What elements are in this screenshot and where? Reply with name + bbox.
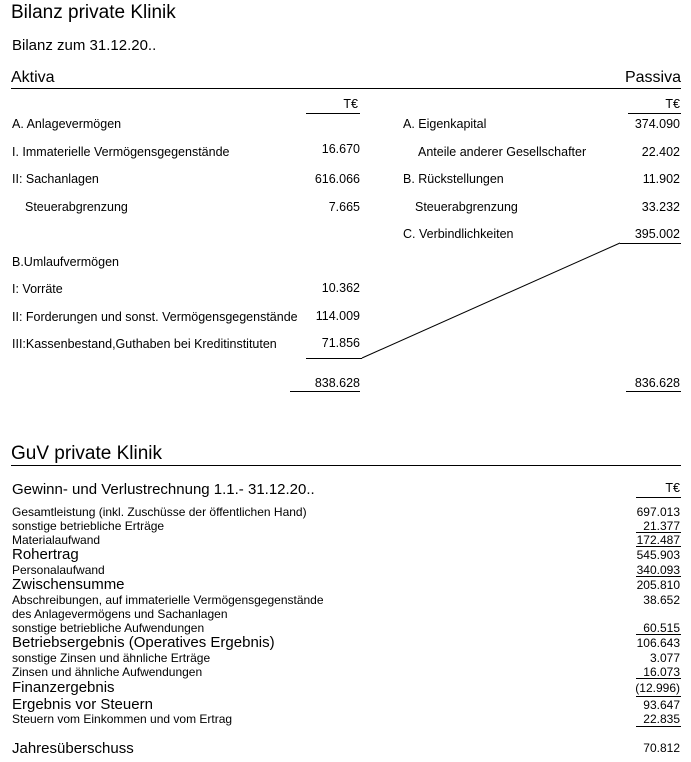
guv-label-13: Ergebnis vor Steuern xyxy=(12,696,153,713)
passiva-value-4: 395.002 xyxy=(634,227,680,241)
passiva-label-1: Anteile anderer Gesellschafter xyxy=(418,145,587,159)
aktiva-value-1: 16.670 xyxy=(321,142,360,156)
guv-label-12: Finanzergebnis xyxy=(12,679,115,696)
guv-label-9: Betriebsergebnis (Operatives Ergebnis) xyxy=(12,634,275,651)
guv-value-9: 106.643 xyxy=(636,636,680,650)
guv-label-6: Abschreibungen, auf immaterielle Vermögensgegenstände xyxy=(12,593,324,607)
guv-value-5: 205.810 xyxy=(636,578,680,592)
guv-value-15: 70.812 xyxy=(643,741,680,755)
guv-label-2: Materialaufwand xyxy=(12,533,101,547)
aktiva-label-0: A. Anlagevermögen xyxy=(12,117,122,131)
passiva-label-4: C. Verbindlichkeiten xyxy=(403,227,514,241)
aktiva-label-4: B.Umlaufvermögen xyxy=(12,255,119,269)
guv-currency-rule xyxy=(636,497,681,498)
aktiva-currency: T€ xyxy=(343,97,358,111)
guv-value-13: 93.647 xyxy=(643,698,680,712)
aktiva-label-1: I. Immaterielle Vermögensgegenstände xyxy=(12,145,230,159)
passiva-value-1: 22.402 xyxy=(641,145,680,159)
aktiva-value-2: 616.066 xyxy=(314,172,360,186)
passiva-value-2: 11.902 xyxy=(642,172,680,186)
aktiva-label-7: III:Kassenbestand,Guthaben bei Kreditinstituten xyxy=(12,337,277,351)
passiva-value-3: 33.232 xyxy=(641,200,680,214)
guv-subtitle: Gewinn- und Verlustrechnung 1.1.- 31.12.20.. xyxy=(12,481,315,498)
passiva-label-2: B. Rückstellungen xyxy=(403,172,504,186)
guv-label-14: Steuern vom Einkommen und vom Ertrag xyxy=(12,712,233,726)
guv-label-15: Jahresüberschuss xyxy=(12,740,134,757)
bilanz-title: Bilanz private Klinik xyxy=(11,2,176,23)
aktiva-label-6: II: Forderungen und sonst. Vermögensgegenstände xyxy=(12,310,298,324)
guv-rule-2 xyxy=(636,546,681,547)
aktiva-value-7: 71.856 xyxy=(321,336,360,350)
guv-label-5: Zwischensumme xyxy=(12,576,125,593)
guv-value-14: 22.835 xyxy=(643,712,680,726)
guv-label-4: Personalaufwand xyxy=(12,563,105,577)
passiva-currency: T€ xyxy=(665,97,680,111)
aktiva-label-5: I: Vorräte xyxy=(12,282,63,296)
aktiva-total: 838.628 xyxy=(314,376,360,390)
guv-value-11: 16.073 xyxy=(643,665,680,679)
aktiva-value-5: 10.362 xyxy=(321,281,360,295)
guv-value-4: 340.093 xyxy=(636,563,680,577)
aktiva-label-2: II: Sachanlagen xyxy=(12,172,99,186)
guv-rule-11 xyxy=(636,678,681,679)
aktiva-total-rule xyxy=(290,391,360,392)
bilanz-subtitle: Bilanz zum 31.12.20.. xyxy=(12,37,157,54)
guv-value-1: 21.377 xyxy=(643,519,680,533)
guv-rule-4 xyxy=(636,576,681,577)
guv-label-11: Zinsen und ähnliche Aufwendungen xyxy=(12,665,203,679)
guv-label-10: sonstige Zinsen und ähnliche Erträge xyxy=(12,651,211,665)
guv-value-6: 38.652 xyxy=(643,593,680,607)
passiva-total-rule xyxy=(626,391,681,392)
guv-label-0: Gesamtleistung (inkl. Zuschüsse der öffentlichen Hand) xyxy=(12,505,307,519)
guv-label-7: des Anlagevermögens und Sachanlagen xyxy=(12,607,228,621)
guv-label-1: sonstige betriebliche Erträge xyxy=(12,519,165,533)
guv-value-8: 60.515 xyxy=(643,621,680,635)
guv-value-10: 3.077 xyxy=(649,651,680,665)
aktiva-value-6: 114.009 xyxy=(315,309,360,323)
passiva-label-0: A. Eigenkapital xyxy=(403,117,487,131)
guv-header-rule xyxy=(11,465,681,466)
guv-title: GuV private Klinik xyxy=(11,443,163,464)
guv-value-3: 545.903 xyxy=(636,548,680,562)
guv-value-2: 172.487 xyxy=(636,533,680,547)
aktiva-label: Aktiva xyxy=(11,69,55,86)
aktiva-label-3: Steuerabgrenzung xyxy=(25,200,128,214)
guv-rule-8 xyxy=(636,634,681,635)
guv-rule-12 xyxy=(636,696,681,697)
guv-label-3: Rohertrag xyxy=(12,546,79,563)
guv-value-0: 697.013 xyxy=(636,505,680,519)
passiva-label: Passiva xyxy=(624,69,681,86)
guv-rule-14 xyxy=(636,726,681,727)
passiva-label-3: Steuerabgrenzung xyxy=(415,200,518,214)
aktiva-value-3: 7.665 xyxy=(328,200,360,214)
passiva-total: 836.628 xyxy=(634,376,680,390)
passiva-value-0: 374.090 xyxy=(634,117,680,131)
guv-currency: T€ xyxy=(665,481,680,495)
guv-value-12: (12.996) xyxy=(635,681,680,695)
guv-label-8: sonstige betriebliche Aufwendungen xyxy=(12,621,205,635)
